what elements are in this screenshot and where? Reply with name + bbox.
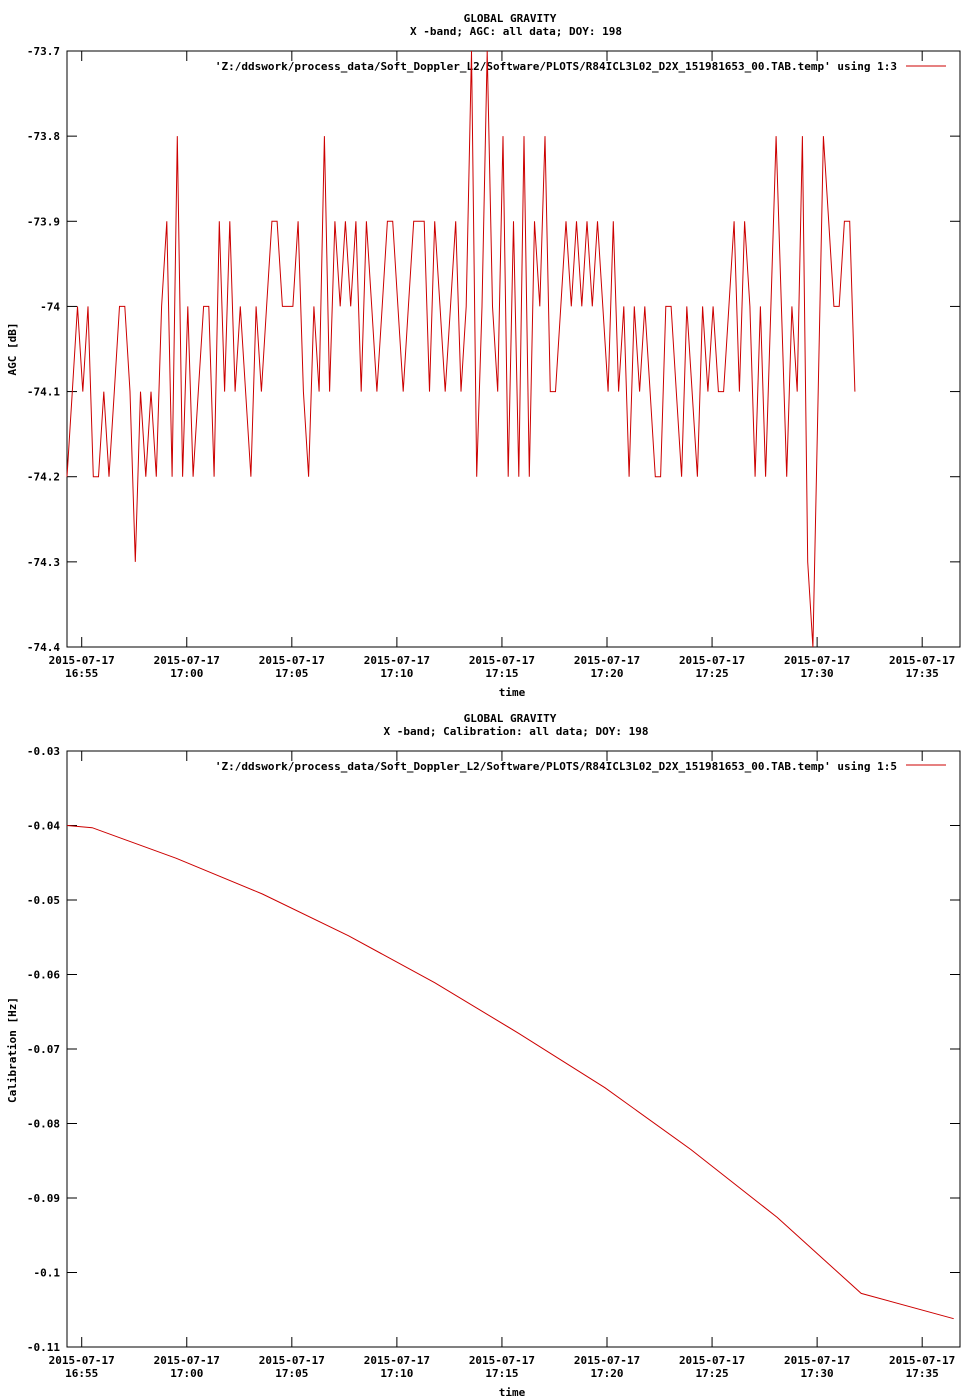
legend-series-label: 'Z:/ddswork/process_data/Soft_Doppler_L2/Software/PLOTS/R84ICL3L02_D2X_151981653_00.TAB.temp' using 1:3 bbox=[214, 60, 897, 73]
x-tick-time: 17:35 bbox=[905, 1367, 939, 1380]
series-agc bbox=[67, 51, 855, 647]
x-tick-date: 2015-07-17 bbox=[784, 1354, 851, 1367]
y-tick-label: -73.7 bbox=[26, 45, 60, 58]
legend bbox=[215, 60, 946, 73]
x-tick-time: 17:15 bbox=[485, 667, 519, 680]
plot-frame bbox=[67, 751, 960, 1347]
x-tick-date: 2015-07-17 bbox=[889, 654, 956, 667]
series-line bbox=[67, 51, 855, 647]
y-tick-label: -0.1 bbox=[33, 1266, 60, 1280]
x-tick-date: 2015-07-17 bbox=[153, 1354, 220, 1367]
chart-title: GLOBAL GRAVITY bbox=[463, 12, 557, 25]
x-tick-date: 2015-07-17 bbox=[363, 654, 431, 667]
x-axis bbox=[49, 51, 956, 680]
y-tick-label: -74.4 bbox=[26, 641, 60, 654]
y-tick-label: -73.9 bbox=[26, 215, 60, 229]
y-tick-label: -74.2 bbox=[26, 470, 60, 484]
y-tick-label: -0.09 bbox=[26, 1192, 60, 1205]
x-tick-time: 17:00 bbox=[170, 1367, 204, 1380]
chart-subtitle: X -band; AGC: all data; DOY: 198 bbox=[410, 25, 622, 38]
x-tick-date: 2015-07-17 bbox=[678, 654, 746, 667]
x-tick-time: 16:55 bbox=[65, 1367, 99, 1380]
calibration-chart bbox=[0, 700, 980, 1400]
y-tick-label: -0.04 bbox=[26, 819, 60, 833]
chart-title: GLOBAL GRAVITY bbox=[463, 712, 557, 725]
x-tick-date: 2015-07-17 bbox=[889, 1354, 956, 1367]
x-tick-time: 17:05 bbox=[275, 667, 309, 680]
series-line bbox=[67, 826, 954, 1319]
x-tick-date: 2015-07-17 bbox=[573, 1354, 641, 1367]
y-tick-label: -0.05 bbox=[26, 894, 60, 907]
y-tick-label: -0.03 bbox=[26, 745, 60, 758]
x-tick-date: 2015-07-17 bbox=[48, 1354, 115, 1367]
x-tick-date: 2015-07-17 bbox=[784, 654, 851, 667]
y-axis-label: AGC [dB] bbox=[6, 322, 19, 376]
series-calibration bbox=[67, 826, 954, 1319]
x-tick-date: 2015-07-17 bbox=[363, 1354, 431, 1367]
x-tick-time: 17:10 bbox=[380, 667, 414, 680]
x-tick-time: 17:20 bbox=[590, 667, 624, 680]
x-tick-date: 2015-07-17 bbox=[468, 1354, 536, 1367]
y-tick-label: -0.11 bbox=[26, 1341, 60, 1354]
x-axis-label: time bbox=[498, 686, 526, 699]
x-tick-time: 17:00 bbox=[170, 667, 204, 680]
x-tick-time: 17:10 bbox=[380, 1367, 414, 1380]
x-axis bbox=[49, 751, 956, 1380]
x-tick-time: 17:35 bbox=[905, 667, 939, 680]
y-tick-label: -0.06 bbox=[26, 968, 60, 982]
x-tick-date: 2015-07-17 bbox=[258, 654, 325, 667]
y-tick-label: -0.07 bbox=[26, 1043, 60, 1056]
x-tick-time: 17:25 bbox=[695, 667, 729, 680]
x-tick-date: 2015-07-17 bbox=[468, 654, 536, 667]
x-tick-date: 2015-07-17 bbox=[258, 1354, 325, 1367]
legend-series-label: 'Z:/ddswork/process_data/Soft_Doppler_L2/Software/PLOTS/R84ICL3L02_D2X_151981653_00.TAB.temp' using 1:5 bbox=[214, 760, 897, 773]
x-tick-time: 17:15 bbox=[485, 1367, 519, 1380]
x-tick-date: 2015-07-17 bbox=[678, 1354, 746, 1367]
x-tick-date: 2015-07-17 bbox=[48, 654, 115, 667]
chart-subtitle: X -band; Calibration: all data; DOY: 198 bbox=[383, 725, 649, 738]
x-tick-date: 2015-07-17 bbox=[153, 654, 220, 667]
x-tick-time: 17:05 bbox=[275, 1367, 309, 1380]
x-tick-time: 16:55 bbox=[65, 667, 99, 680]
y-axis bbox=[27, 745, 960, 1354]
y-tick-label: -74.3 bbox=[26, 555, 60, 569]
y-tick-label: -74.1 bbox=[26, 385, 60, 399]
x-axis-label: time bbox=[498, 1386, 526, 1399]
y-axis-label: Calibration [Hz] bbox=[6, 997, 19, 1103]
x-tick-time: 17:30 bbox=[800, 667, 834, 680]
legend bbox=[215, 760, 946, 773]
y-tick-label: -73.8 bbox=[26, 130, 60, 144]
y-axis bbox=[27, 45, 960, 654]
x-tick-time: 17:25 bbox=[695, 1367, 729, 1380]
x-tick-time: 17:30 bbox=[800, 1367, 834, 1380]
x-tick-time: 17:20 bbox=[590, 1367, 624, 1380]
y-tick-label: -74 bbox=[40, 300, 60, 314]
y-tick-label: -0.08 bbox=[26, 1117, 60, 1131]
x-tick-date: 2015-07-17 bbox=[573, 654, 641, 667]
